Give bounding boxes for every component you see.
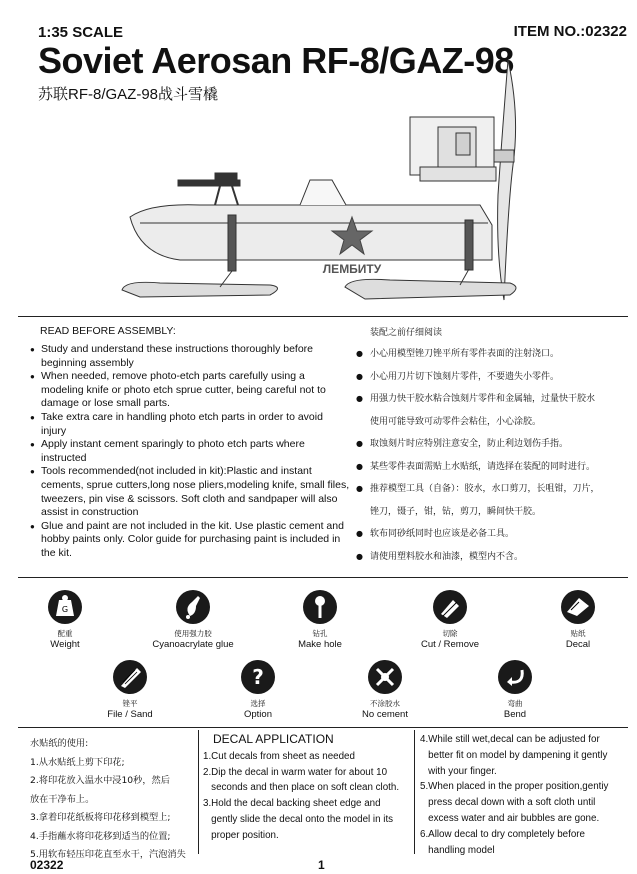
list-item: 使用可能导致可动零件会粘住，小心涂胶。 bbox=[370, 416, 542, 427]
hull-lettering: ЛЕМБИТУ bbox=[322, 262, 382, 276]
page-subtitle-zh: 苏联RF-8/GAZ-98战斗雪橇 bbox=[38, 86, 219, 103]
legend-glue bbox=[138, 590, 248, 650]
divider-bottom bbox=[18, 727, 628, 728]
cut-remove-icon bbox=[433, 590, 467, 624]
list-item: ● 请使用塑料胶水和油漆，模型内不含。 bbox=[356, 546, 626, 569]
decal-line: 3.拿着印花纸板将印花移到模型上; bbox=[30, 812, 171, 823]
legend-hole bbox=[265, 590, 375, 650]
legend-label-en: Cyanoacrylate glue bbox=[152, 639, 234, 650]
legend-label-zh: 选择 bbox=[250, 699, 266, 708]
decal-line: 5.用软布轻压印花直至水干，汽泡消失 bbox=[30, 849, 186, 860]
decal-line: 4.手指蘸水将印花移到适当的位置; bbox=[30, 830, 171, 842]
legend-label-zh: 钻孔 bbox=[312, 629, 328, 638]
decal-line: 1.从水贴纸上剪下印花; bbox=[30, 756, 125, 768]
legend-label-en: File / Sand bbox=[107, 709, 153, 720]
legend-label-zh: 使用强力胶 bbox=[174, 629, 212, 638]
list-item: ● Tools recommended(not included in kit):Plastic and instant cements, sprue cutters,long nose pliers,modeling knife, small files, tweezers, pin vise & scissors. Soft cloth and sandpaper will also assist in construction bbox=[30, 465, 350, 519]
decal-line: press decal down with a soft cloth until bbox=[420, 797, 596, 809]
list-item: ● Take extra care in handling photo etch parts in order to avoid injury bbox=[30, 411, 350, 438]
decal-line: 放在干净布上。 bbox=[30, 793, 95, 805]
decal-line: better fit on model by dampening it gently bbox=[420, 749, 608, 761]
decal-line: 2.Dip the decal in warm water for about 10 bbox=[203, 766, 388, 778]
legend-label-zh: 锉平 bbox=[122, 699, 138, 708]
decal-heading-zh: 水贴纸的使用: bbox=[30, 738, 89, 749]
legend-label-en: Cut / Remove bbox=[420, 639, 480, 650]
decal-instructions-en bbox=[203, 732, 413, 844]
decal-line: 2.将印花放入温水中浸10秒，然后 bbox=[30, 775, 170, 786]
decal-instructions-en-cont bbox=[420, 732, 625, 858]
legend-label-zh: 贴纸 bbox=[570, 629, 586, 638]
assembly-heading-zh: 装配之前仔细阅读 bbox=[370, 328, 443, 338]
list-item: ● 某些零件表面需贴上水贴纸，请选择在装配的同时进行。 bbox=[356, 456, 626, 479]
file-sand-icon bbox=[113, 660, 147, 694]
legend-label-en: Weight bbox=[50, 639, 80, 650]
list-item: 锉刀，镊子，钳，钻，剪刀，瞬间快干胶。 bbox=[370, 506, 542, 517]
decal-line: proper position. bbox=[203, 829, 279, 841]
footer-item-number: 02322 bbox=[30, 858, 64, 872]
weight-icon bbox=[48, 590, 82, 624]
legend-label-zh: 切除 bbox=[442, 629, 458, 638]
legend-no-cement bbox=[330, 660, 440, 720]
list-item: ● When needed, remove photo-etch parts carefully using a modeling knife or photo etch sprue cutter, being careful not to damage or lose small parts. bbox=[30, 370, 350, 411]
legend-weight bbox=[10, 590, 120, 650]
legend-label-en: Bend bbox=[503, 709, 527, 720]
list-item: ● 用强力快干胶水粘合蚀刻片零件和金属轴，过量快干胶水 bbox=[356, 388, 626, 411]
decal-line: excess water and air bubbles are gone. bbox=[420, 812, 600, 824]
divider-vertical bbox=[414, 730, 415, 854]
svg-text:?: ? bbox=[252, 665, 264, 689]
decal-line: handling model bbox=[420, 844, 495, 856]
decal-line: with your finger. bbox=[420, 765, 497, 777]
aerosan-drawing bbox=[120, 55, 540, 305]
list-item: ● 取蚀刻片时应特别注意安全，防止利边划伤手指。 bbox=[356, 433, 626, 456]
legend-label-en: No cement bbox=[362, 709, 408, 720]
divider-top bbox=[18, 316, 628, 317]
legend-bend bbox=[460, 660, 570, 720]
list-item: ● 小心用刀片切下蚀刻片零件，不要遗失小零件。 bbox=[356, 366, 626, 389]
divider-middle bbox=[18, 577, 628, 578]
list-item: ● Glue and paint are not included in the kit. Use plastic cement and hobby paints only. Color guide for purchasing paint is included in the kit. bbox=[30, 520, 350, 561]
decal-line: 5.When placed in the proper position,gentiy bbox=[420, 781, 609, 793]
list-item: ● 软布同砂纸同时也应该是必备工具。 bbox=[356, 523, 626, 546]
decal-line: 6.Allow decal to dry completely before bbox=[420, 828, 585, 840]
decal-instructions-zh bbox=[30, 735, 200, 865]
item-number: ITEM NO.:02322 bbox=[513, 23, 627, 40]
legend-label-zh: 弯曲 bbox=[507, 699, 523, 708]
bend-icon bbox=[498, 660, 532, 694]
cyanoacrylate-glue-icon bbox=[176, 590, 210, 624]
decal-line: 3.Hold the decal backing sheet edge and bbox=[203, 798, 381, 810]
divider-vertical bbox=[198, 730, 199, 854]
make-hole-icon bbox=[303, 590, 337, 624]
legend-label-en: Make hole bbox=[298, 639, 342, 650]
decal-line: 4.While still wet,decal can be adjusted for bbox=[420, 734, 600, 745]
decal-icon bbox=[561, 590, 595, 624]
legend-label-en: Option bbox=[244, 709, 272, 720]
list-item: ● 推荐模型工具（自备）：胶水，水口剪刀，长咀钳，刀片， bbox=[356, 478, 626, 501]
page-number: 1 bbox=[318, 858, 325, 872]
assembly-heading-en: READ BEFORE ASSEMBLY: bbox=[40, 325, 176, 337]
legend-option bbox=[203, 660, 313, 720]
scale-label: 1:35 SCALE bbox=[38, 24, 124, 41]
option-icon bbox=[241, 660, 275, 694]
legend-label-zh: 配重 bbox=[57, 629, 73, 638]
legend-label-en: Decal bbox=[565, 639, 591, 650]
list-item: ● Study and understand these instructions thoroughly before beginning assembly bbox=[30, 343, 350, 370]
legend-decal bbox=[523, 590, 633, 650]
decal-heading-en: DECAL APPLICATION bbox=[213, 732, 334, 746]
legend-label-zh: 不涂胶水 bbox=[370, 699, 400, 708]
list-item: ● 小心用模型锉刀锉平所有零件表面的注射浇口。 bbox=[356, 343, 626, 366]
svg-text:G: G bbox=[61, 605, 69, 614]
page-title: Soviet Aerosan RF-8/GAZ-98 bbox=[38, 40, 514, 81]
decal-line: 1.Cut decals from sheet as needed bbox=[203, 750, 355, 762]
decal-line: gently slide the decal onto the model in its bbox=[203, 813, 394, 825]
no-cement-icon bbox=[368, 660, 402, 694]
legend-cut bbox=[395, 590, 505, 650]
decal-line: seconds and then place on soft clean cloth. bbox=[203, 782, 400, 794]
assembly-list-en bbox=[30, 343, 350, 561]
list-item: ● Apply instant cement sparingly to photo etch parts where instructed bbox=[30, 438, 350, 465]
assembly-list-zh bbox=[356, 343, 626, 568]
legend-file bbox=[75, 660, 185, 720]
